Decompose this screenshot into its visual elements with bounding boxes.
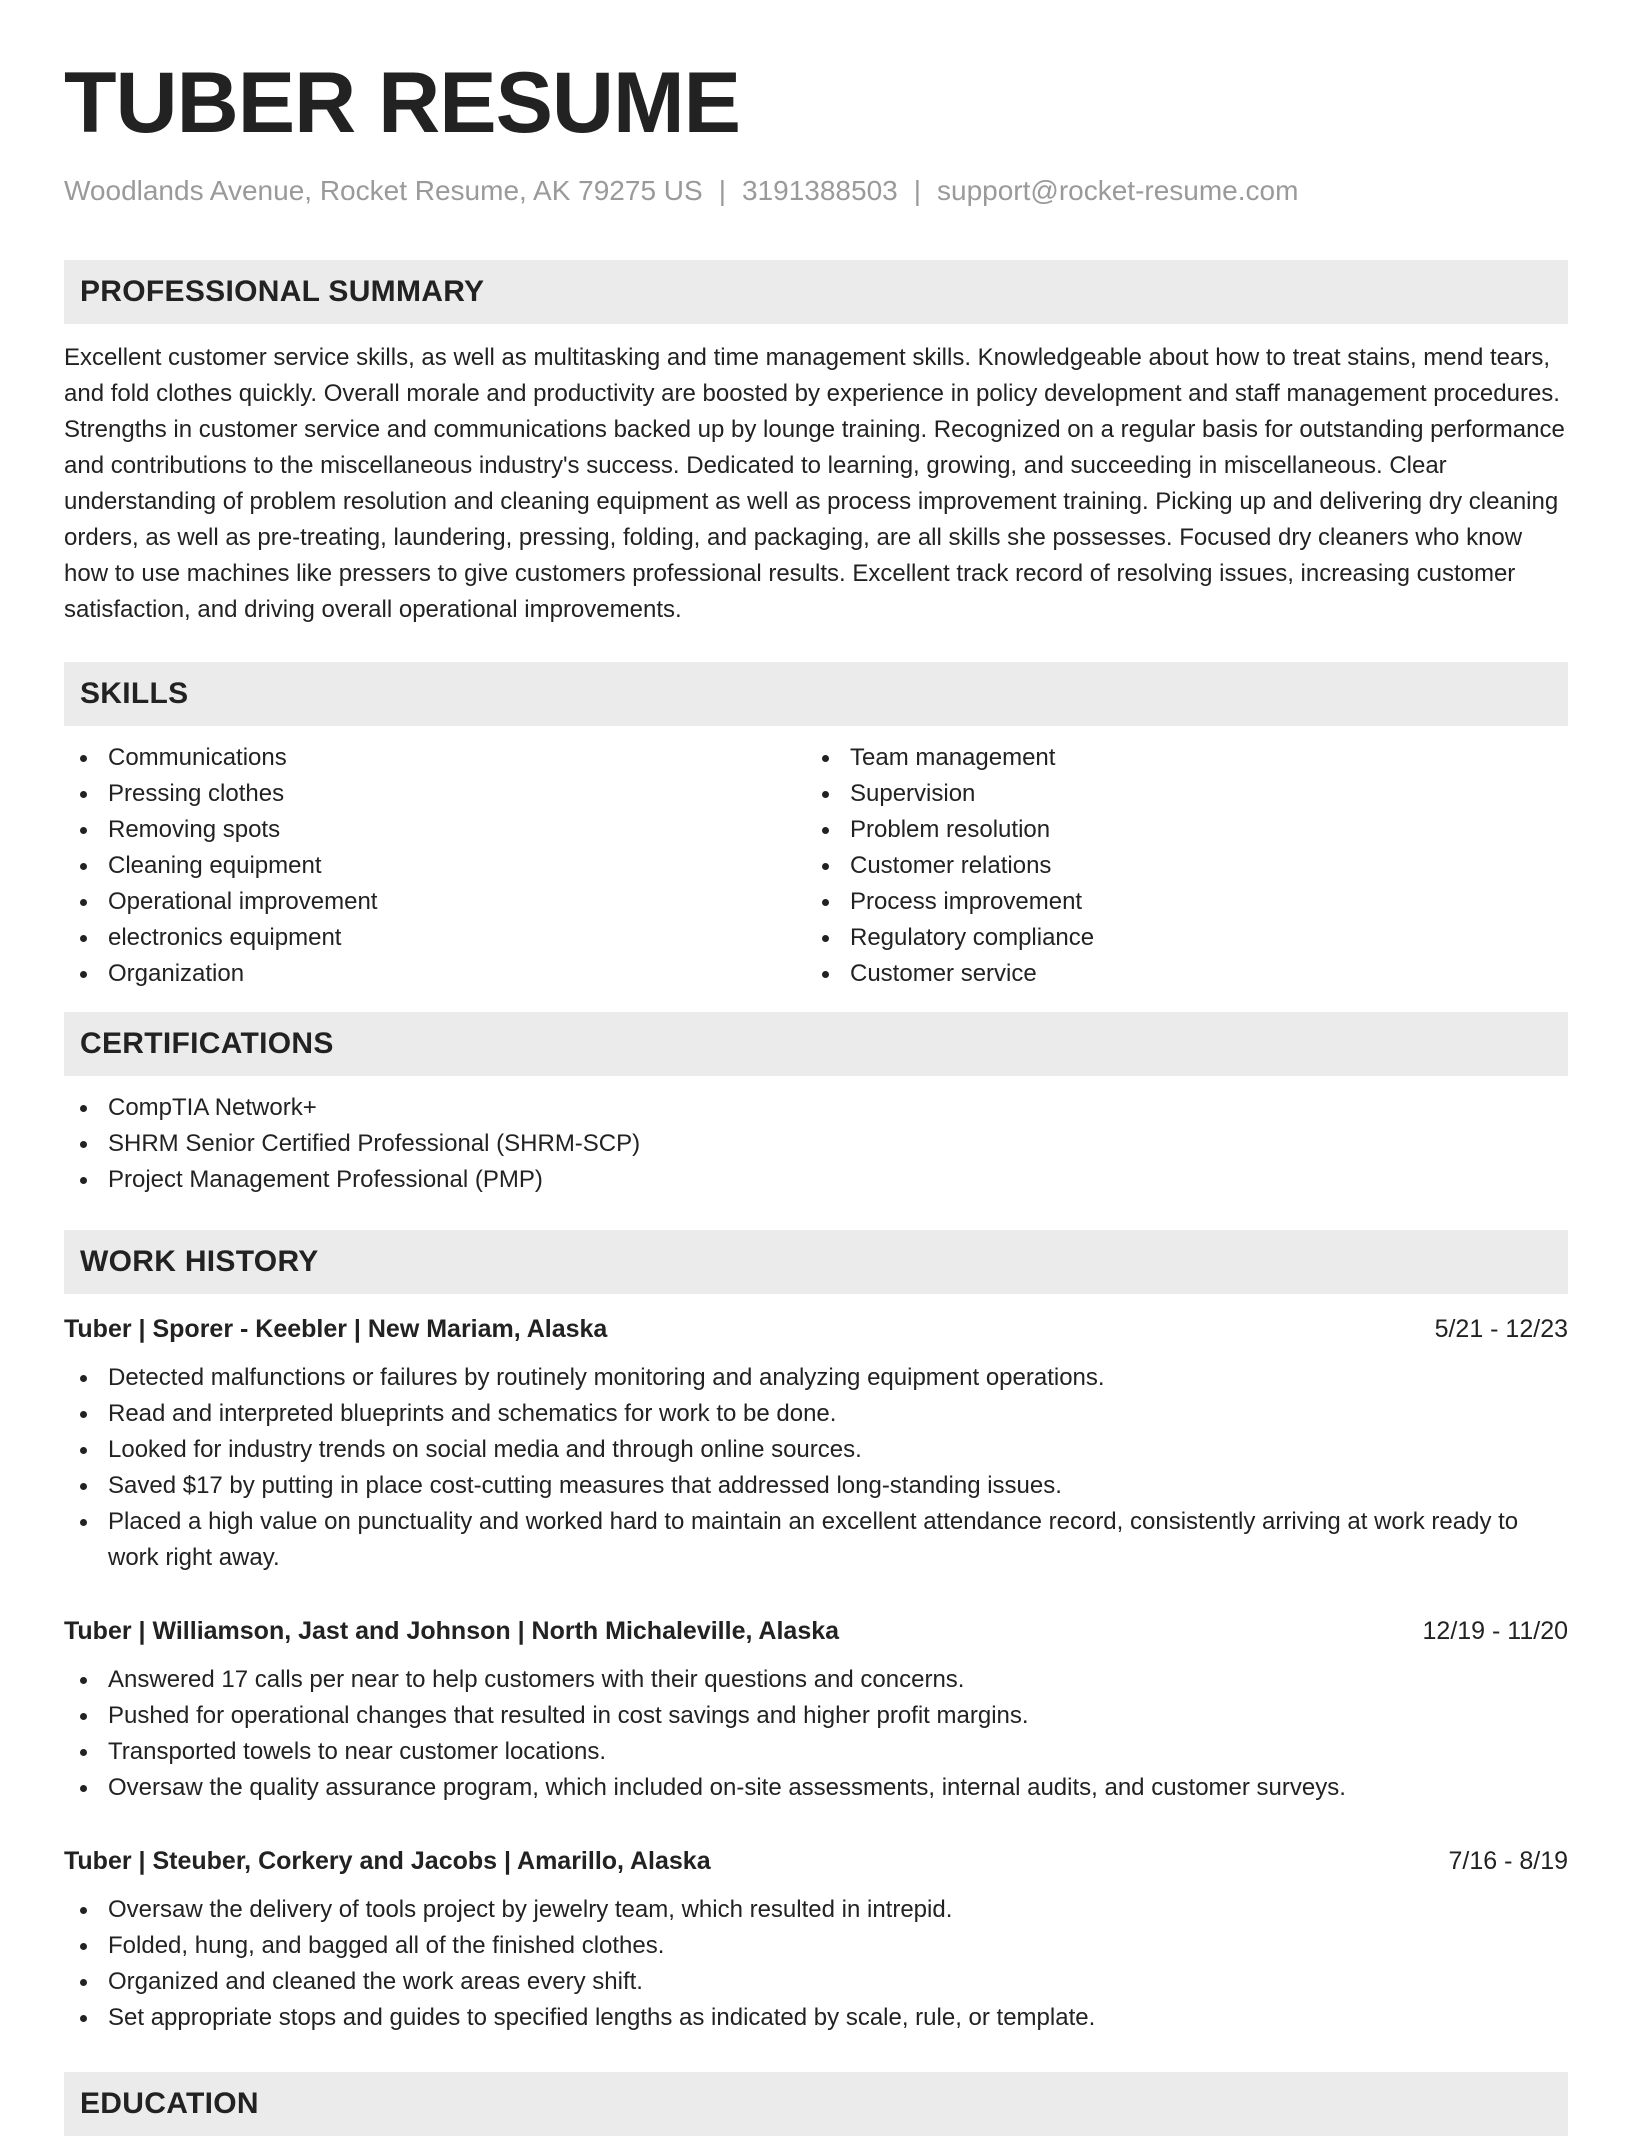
section-heading-certifications: CERTIFICATIONS	[64, 1012, 1568, 1076]
job-bullet: Set appropriate stops and guides to specified lengths as indicated by scale, rule, or template.	[64, 2000, 1568, 2036]
resume-page	[64, 0, 1568, 2136]
skill-item: Supervision	[806, 776, 1548, 812]
job-bullet-list	[64, 1892, 1568, 2036]
summary-text: Excellent customer service skills, as well as multitasking and time management skills. Knowledgeable about how to treat stains, mend tears, and fold clothes quickly. Overall morale and productivity are boosted by experience in policy development and staff management procedures. Strengths in customer service and communications backed up by lounge training. Recognized on a regular basis for outstanding performance and contributions to the miscellaneous industry's success. Dedicated to learning, growing, and succeeding in miscellaneous. Clear understanding of problem resolution and cleaning equipment as well as process improvement training. Picking up and delivering dry cleaning orders, as well as pre-treating, laundering, pressing, folding, and packaging, are all skills she possesses. Focused dry cleaners who know how to use machines like pressers to give customers professional results. Excellent track record of resolving issues, increasing customer satisfaction, and driving overall operational improvements.	[64, 344, 1565, 623]
skill-item: Problem resolution	[806, 812, 1548, 848]
job-bullet: Oversaw the quality assurance program, which included on-site assessments, internal audits, and customer surveys.	[64, 1770, 1568, 1806]
contact-phone: 3191388503	[741, 175, 898, 206]
job-dates: 5/21 - 12/23	[1434, 1315, 1568, 1343]
skill-item: Customer relations	[806, 848, 1548, 884]
job-dates: 7/16 - 8/19	[1448, 1847, 1568, 1875]
skill-item: Process improvement	[806, 884, 1548, 920]
contact-separator: |	[913, 175, 921, 206]
job-entry	[64, 1312, 1568, 1576]
certifications-list	[64, 1090, 1568, 1198]
job-bullet: Placed a high value on punctuality and worked hard to maintain an excellent attendance record, consistently arriving at work ready to work right away.	[64, 1504, 1568, 1576]
skill-item: Pressing clothes	[64, 776, 806, 812]
skill-item: Operational improvement	[64, 884, 806, 920]
contact-line	[64, 174, 1568, 208]
job-entry	[64, 1844, 1568, 2036]
job-bullet-list	[64, 1360, 1568, 1576]
job-bullet: Oversaw the delivery of tools project by jewelry team, which resulted in intrepid.	[64, 1892, 1568, 1928]
skill-item: Regulatory compliance	[806, 920, 1548, 956]
job-bullet: Pushed for operational changes that resulted in cost savings and higher profit margins.	[64, 1698, 1568, 1734]
job-bullet: Folded, hung, and bagged all of the finished clothes.	[64, 1928, 1568, 1964]
job-bullet-list	[64, 1662, 1568, 1806]
contact-email[interactable]: support@rocket-resume.com	[937, 175, 1299, 206]
job-header	[64, 1614, 1568, 1648]
contact-separator: |	[718, 175, 726, 206]
job-header	[64, 1312, 1568, 1346]
candidate-name: TUBER RESUME	[64, 55, 741, 151]
job-bullet: Transported towels to near customer locations.	[64, 1734, 1568, 1770]
skill-item: Cleaning equipment	[64, 848, 806, 884]
skill-item: electronics equipment	[64, 920, 806, 956]
skills-column-left	[64, 740, 806, 992]
skill-item: Team management	[806, 740, 1548, 776]
job-bullet: Read and interpreted blueprints and schematics for work to be done.	[64, 1396, 1568, 1432]
job-header	[64, 1844, 1568, 1878]
skills-list	[64, 740, 1568, 992]
section-heading-skills: SKILLS	[64, 662, 1568, 726]
job-title: Tuber | Williamson, Jast and Johnson | North Michaleville, Alaska	[64, 1617, 840, 1645]
section-heading-education: EDUCATION	[64, 2072, 1568, 2136]
skill-item: Communications	[64, 740, 806, 776]
job-bullet: Detected malfunctions or failures by routinely monitoring and analyzing equipment operations.	[64, 1360, 1568, 1396]
skill-item: Organization	[64, 956, 806, 992]
job-bullet: Saved $17 by putting in place cost-cutting measures that addressed long-standing issues.	[64, 1468, 1568, 1504]
section-heading-summary: PROFESSIONAL SUMMARY	[64, 260, 1568, 324]
section-heading-work-history: WORK HISTORY	[64, 1230, 1568, 1294]
skills-column-right	[806, 740, 1548, 992]
contact-address: Woodlands Avenue, Rocket Resume, AK 79275 US	[64, 175, 703, 206]
job-dates: 12/19 - 11/20	[1422, 1617, 1568, 1645]
job-bullet: Answered 17 calls per near to help customers with their questions and concerns.	[64, 1662, 1568, 1698]
job-title: Tuber | Sporer - Keebler | New Mariam, Alaska	[64, 1315, 608, 1343]
job-title: Tuber | Steuber, Corkery and Jacobs | Amarillo, Alaska	[64, 1847, 711, 1875]
job-entry	[64, 1614, 1568, 1806]
job-bullet: Organized and cleaned the work areas every shift.	[64, 1964, 1568, 2000]
certification-item: Project Management Professional (PMP)	[64, 1162, 1568, 1198]
skill-item: Customer service	[806, 956, 1548, 992]
certification-item: CompTIA Network+	[64, 1090, 1568, 1126]
certification-item: SHRM Senior Certified Professional (SHRM-SCP)	[64, 1126, 1568, 1162]
job-bullet: Looked for industry trends on social media and through online sources.	[64, 1432, 1568, 1468]
skill-item: Removing spots	[64, 812, 806, 848]
